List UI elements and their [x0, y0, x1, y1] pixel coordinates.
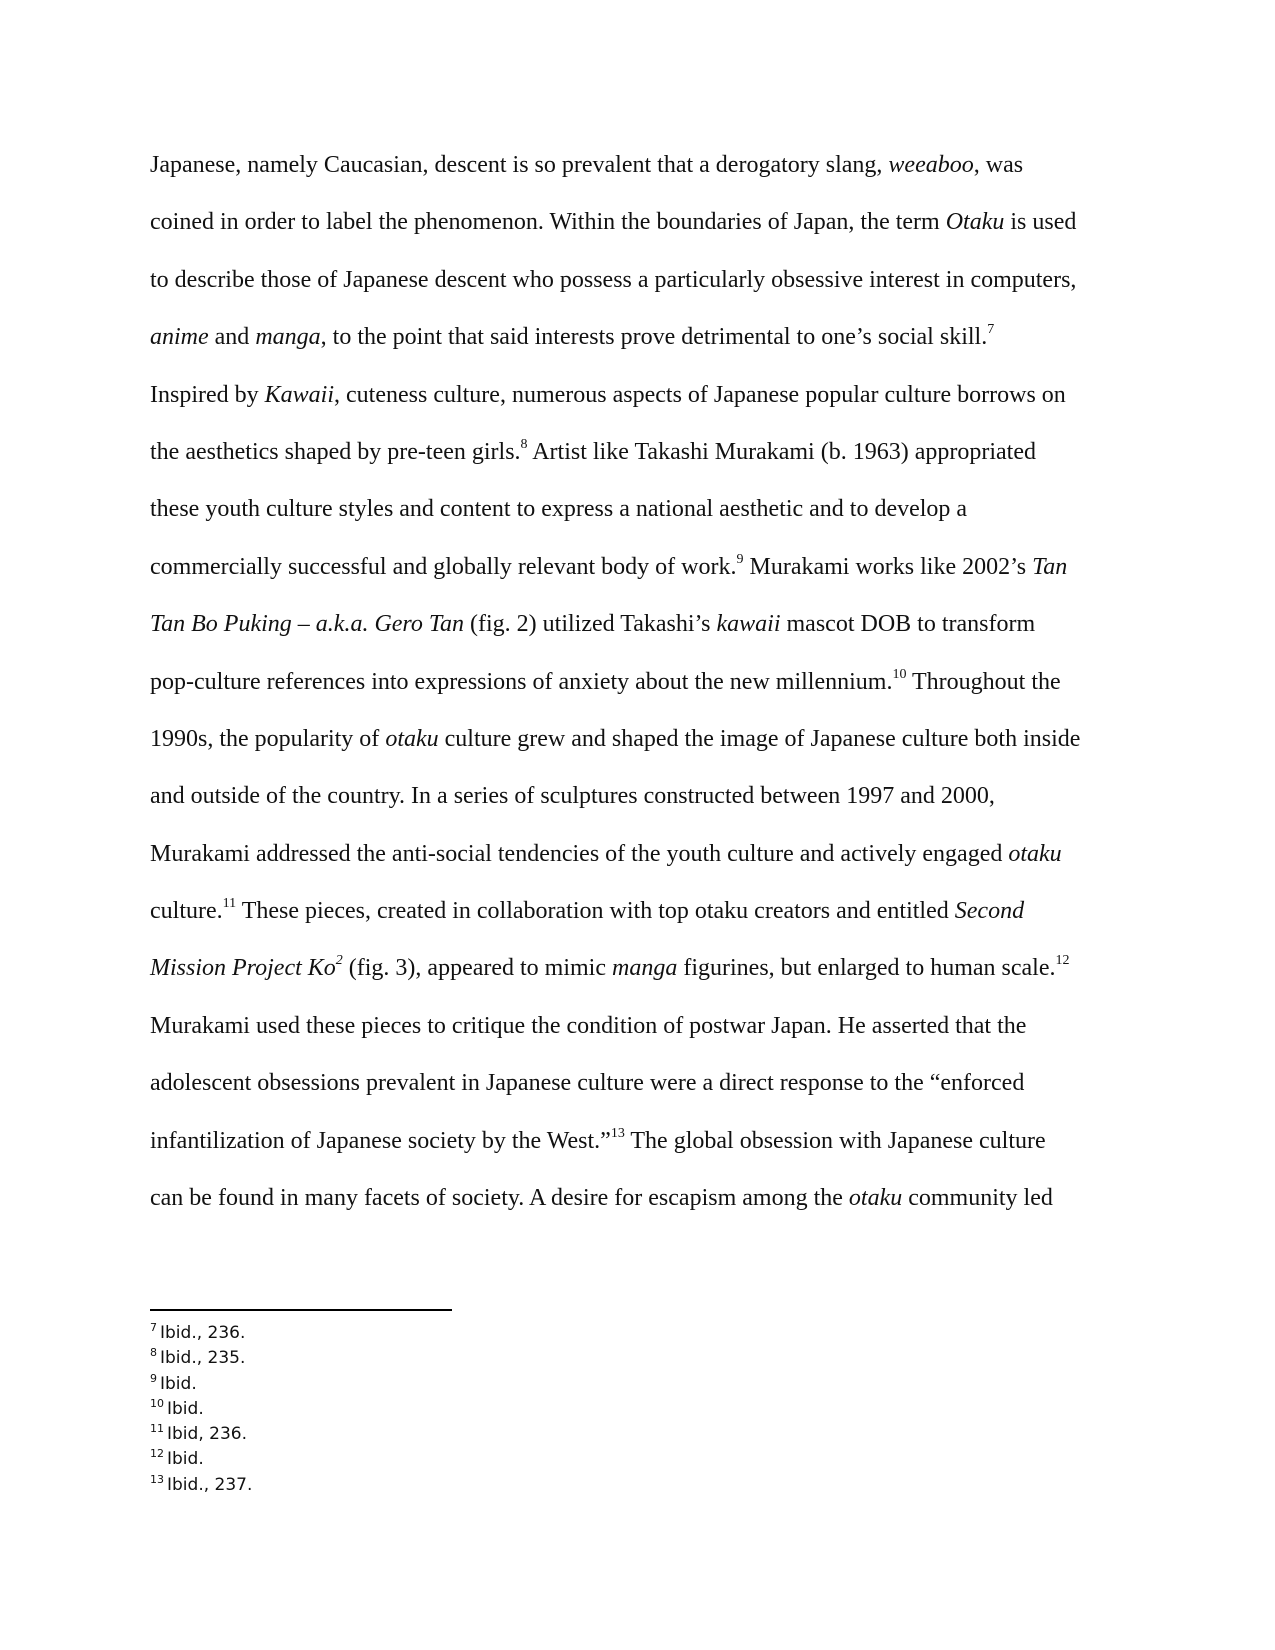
text-run: these youth culture styles and content to express a national aesthetic and to develop a: [150, 496, 968, 523]
text-run: Artist like Takashi Murakami (b. 1963) appropriated: [527, 438, 1036, 465]
text-run: , was: [973, 152, 1024, 178]
footnote-separator: [150, 1309, 452, 1311]
text-run: , to the point that said interests prove detrimental to one’s social skill.: [320, 324, 988, 351]
footnote: [150, 1321, 650, 1346]
italic-text: Tan Bo Puking – a.k.a. Gero Tan: [150, 611, 465, 638]
text-line: [150, 194, 1130, 251]
text-line: [150, 768, 1130, 825]
text-run: Throughout the: [906, 668, 1061, 695]
italic-text: Mission Project Ko: [150, 955, 336, 982]
footnote-marker: 10: [892, 666, 907, 682]
italic-text: manga: [612, 955, 678, 982]
footnote-number: 8: [150, 1346, 157, 1360]
text-line: [150, 481, 1130, 538]
footnote-text: Ibid., 235.: [160, 1348, 246, 1369]
footnote-text: Ibid.: [167, 1449, 204, 1470]
footnote-marker: 8: [520, 436, 528, 452]
footnote-number: 12: [150, 1447, 164, 1461]
text-line: [150, 1055, 1130, 1112]
text-run: infantilization of Japanese society by the West.”: [150, 1127, 611, 1154]
text-run: (fig. 2) utilized Takashi’s: [464, 611, 717, 638]
text-run: and: [208, 324, 256, 351]
footnote-number: 7: [150, 1321, 157, 1334]
footnote-text: Ibid., 237.: [167, 1474, 253, 1495]
text-line: [150, 596, 1130, 653]
footnote-text: Ibid, 236.: [167, 1424, 247, 1445]
text-run: coined in order to label the phenomenon. Within the boundaries of Japan, the term: [150, 209, 946, 236]
footnote-marker: 9: [736, 551, 744, 567]
footnote-marker: 12: [1055, 953, 1070, 969]
text-line: [150, 1113, 1130, 1170]
text-run: Murakami works like 2002’s: [743, 553, 1033, 580]
footnote-text: Ibid., 236.: [160, 1323, 246, 1343]
text-line: [150, 883, 1130, 940]
footnote-marker: 11: [222, 896, 237, 912]
text-line: [150, 998, 1130, 1055]
text-run: (fig. 3), appeared to mimic: [342, 955, 613, 982]
text-line: [150, 940, 1130, 997]
footnotes: [150, 1321, 650, 1498]
text-run: pop-culture references into expressions of anxiety about the new millennium.: [150, 668, 893, 695]
footnote-marker: 2: [335, 953, 343, 969]
footnote-text: Ibid.: [160, 1373, 197, 1394]
footnote-marker: 13: [610, 1125, 625, 1141]
italic-text: kawaii: [716, 611, 781, 638]
italic-text: otaku: [385, 725, 439, 752]
footnote: [150, 1447, 650, 1472]
footnote: [150, 1346, 650, 1371]
italic-text: otaku: [848, 1185, 903, 1212]
text-run: 1990s, the popularity of: [150, 725, 386, 752]
text-line: [150, 309, 1130, 366]
text-run: Murakami used these pieces to critique the condition of postwar Japan. He asserted that the: [150, 1012, 1027, 1039]
footnote: [150, 1372, 650, 1397]
italic-text: Second: [954, 898, 1025, 925]
footnote-text: Ibid.: [167, 1398, 204, 1419]
text-line: [150, 654, 1130, 711]
italic-text: anime: [150, 324, 209, 351]
text-run: Inspired by: [150, 381, 265, 408]
text-line: [150, 424, 1130, 481]
italic-text: weeaboo: [888, 152, 974, 178]
text-run: community led: [902, 1185, 1053, 1212]
text-run: to describe those of Japanese descent who possess a particularly obsessive interest in computers,: [150, 266, 1077, 293]
text-run: can be found in many facets of society. A desire for escapism among the: [150, 1185, 849, 1212]
text-run: Murakami addressed the anti-social tendencies of the youth culture and actively engaged: [150, 840, 1009, 867]
text-line: [150, 711, 1130, 768]
text-run: commercially successful and globally relevant body of work.: [150, 553, 737, 580]
footnote-number: 9: [150, 1371, 157, 1385]
footnote: [150, 1473, 650, 1498]
italic-text: manga: [255, 324, 321, 351]
footnote: [150, 1397, 650, 1422]
italic-text: Tan: [1032, 553, 1068, 580]
text-run: figurines, but enlarged to human scale.: [677, 955, 1056, 982]
footnote-marker: 7: [987, 322, 995, 338]
text-run: These pieces, created in collaboration with top otaku creators and entitled: [236, 898, 955, 925]
text-line: [150, 1170, 1130, 1227]
text-run: culture grew and shaped the image of Japanese culture both inside: [438, 725, 1081, 752]
footnote-number: 11: [150, 1422, 164, 1436]
text-line: [150, 252, 1130, 309]
text-run: mascot DOB to transform: [780, 611, 1036, 638]
text-run: The global obsession with Japanese culture: [624, 1127, 1046, 1154]
footnote: [150, 1422, 650, 1447]
text-line: [150, 826, 1130, 883]
text-run: the aesthetics shaped by pre-teen girls.: [150, 438, 521, 465]
text-run: culture.: [150, 898, 223, 925]
text-run: Japanese, namely Caucasian, descent is so prevalent that a derogatory slang,: [150, 152, 889, 178]
text-line: [150, 137, 1130, 194]
text-run: is used: [1004, 209, 1077, 236]
body-text: [150, 137, 1130, 1227]
text-line: [150, 367, 1130, 424]
text-line: [150, 539, 1130, 596]
text-run: and outside of the country. In a series of sculptures constructed between 1997 and 2000,: [150, 783, 995, 810]
italic-text: otaku: [1008, 840, 1062, 867]
footnote-number: 10: [150, 1396, 164, 1410]
text-run: , cuteness culture, numerous aspects of Japanese popular culture borrows on: [334, 381, 1066, 408]
italic-text: Kawaii: [264, 381, 335, 408]
text-run: adolescent obsessions prevalent in Japanese culture were a direct response to the “enforced: [150, 1070, 1025, 1097]
italic-text: Otaku: [945, 209, 1005, 236]
footnote-number: 13: [150, 1472, 164, 1486]
